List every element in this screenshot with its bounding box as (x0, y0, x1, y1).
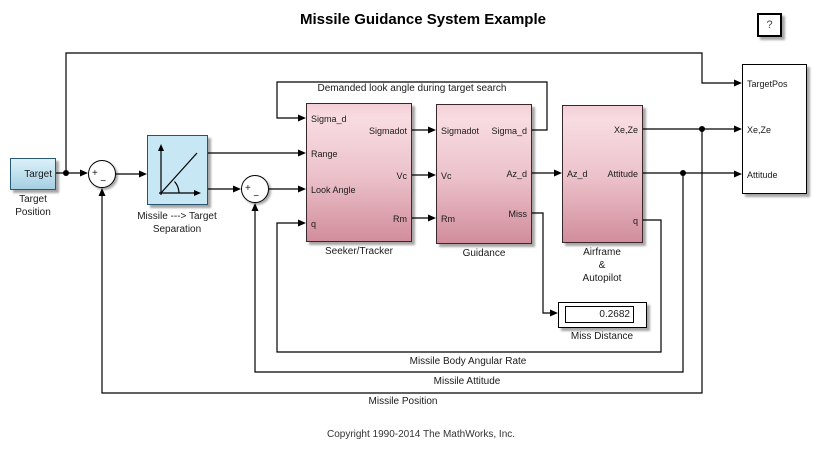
port-targetpos-in: TargetPos (747, 79, 788, 89)
airframe-caption: Airframe & Autopilot (582, 247, 622, 284)
port-sigma-d-out: Sigma_d (491, 126, 527, 136)
port-sigmadot-out: Sigmadot (368, 126, 407, 136)
guidance-block[interactable] (436, 104, 532, 244)
help-button[interactable] (757, 13, 782, 37)
port-miss-out: Miss (508, 209, 527, 219)
port-sigmadot-in: Sigmadot (441, 126, 480, 136)
signal-label-body-angular-rate: Missile Body Angular Rate (409, 356, 527, 367)
miss-distance-caption: Miss Distance (570, 331, 634, 342)
airframe-autopilot-block[interactable] (562, 105, 643, 243)
port-look-angle-in: Look Angle (311, 185, 356, 195)
sum-block-look-angle[interactable] (241, 175, 269, 203)
port-rm-out: Rm (393, 214, 407, 224)
signal-label-missile-attitude: Missile Attitude (433, 376, 501, 387)
separation-caption: Missile ---> Target Separation (137, 211, 217, 235)
port-attitude-out: Attitude (607, 169, 638, 179)
target-block-label: Target (24, 168, 52, 180)
seeker-caption: Seeker/Tracker (325, 246, 393, 257)
port-rm-in: Rm (441, 214, 455, 224)
port-range-in: Range (311, 149, 338, 159)
sum2-minus-sign: − (253, 191, 260, 202)
signal-label-demanded-look-angle: Demanded look angle during target search (317, 83, 507, 94)
copyright-text: Copyright 1990-2014 The MathWorks, Inc. (326, 429, 516, 440)
target-position-caption: Target Position (15, 194, 51, 218)
port-q-in: q (311, 219, 317, 229)
port-xeze-in: Xe,Ze (747, 125, 772, 135)
polar-axes-icon (148, 136, 207, 204)
diagram-title: Missile Guidance System Example (300, 11, 546, 28)
port-sigma-d-in: Sigma_d (311, 114, 347, 124)
sum1-minus-sign: − (100, 176, 107, 187)
target-position-block[interactable] (10, 158, 56, 190)
signal-label-missile-position: Missile Position (368, 396, 438, 407)
port-vc-in: Vc (441, 171, 452, 181)
port-az-d-in: Az_d (567, 169, 588, 179)
missile-target-separation-block[interactable] (147, 135, 208, 205)
port-az-d-out: Az_d (506, 169, 527, 179)
sum1-plus-sign: + (92, 168, 98, 180)
animation-scope-block[interactable] (742, 64, 807, 194)
port-xeze-out: Xe,Ze (613, 125, 638, 135)
seeker-tracker-block[interactable] (306, 103, 412, 242)
port-q-out: q (632, 216, 638, 226)
miss-distance-value: 0.2682 (565, 306, 634, 323)
miss-distance-display[interactable] (558, 302, 647, 328)
port-vc-out: Vc (396, 171, 407, 181)
port-attitude-in: Attitude (747, 170, 778, 180)
sum-block-position[interactable] (88, 160, 116, 188)
guidance-caption: Guidance (462, 248, 506, 259)
question-mark-icon: ? (766, 19, 773, 31)
sum2-plus-sign: + (245, 183, 251, 195)
